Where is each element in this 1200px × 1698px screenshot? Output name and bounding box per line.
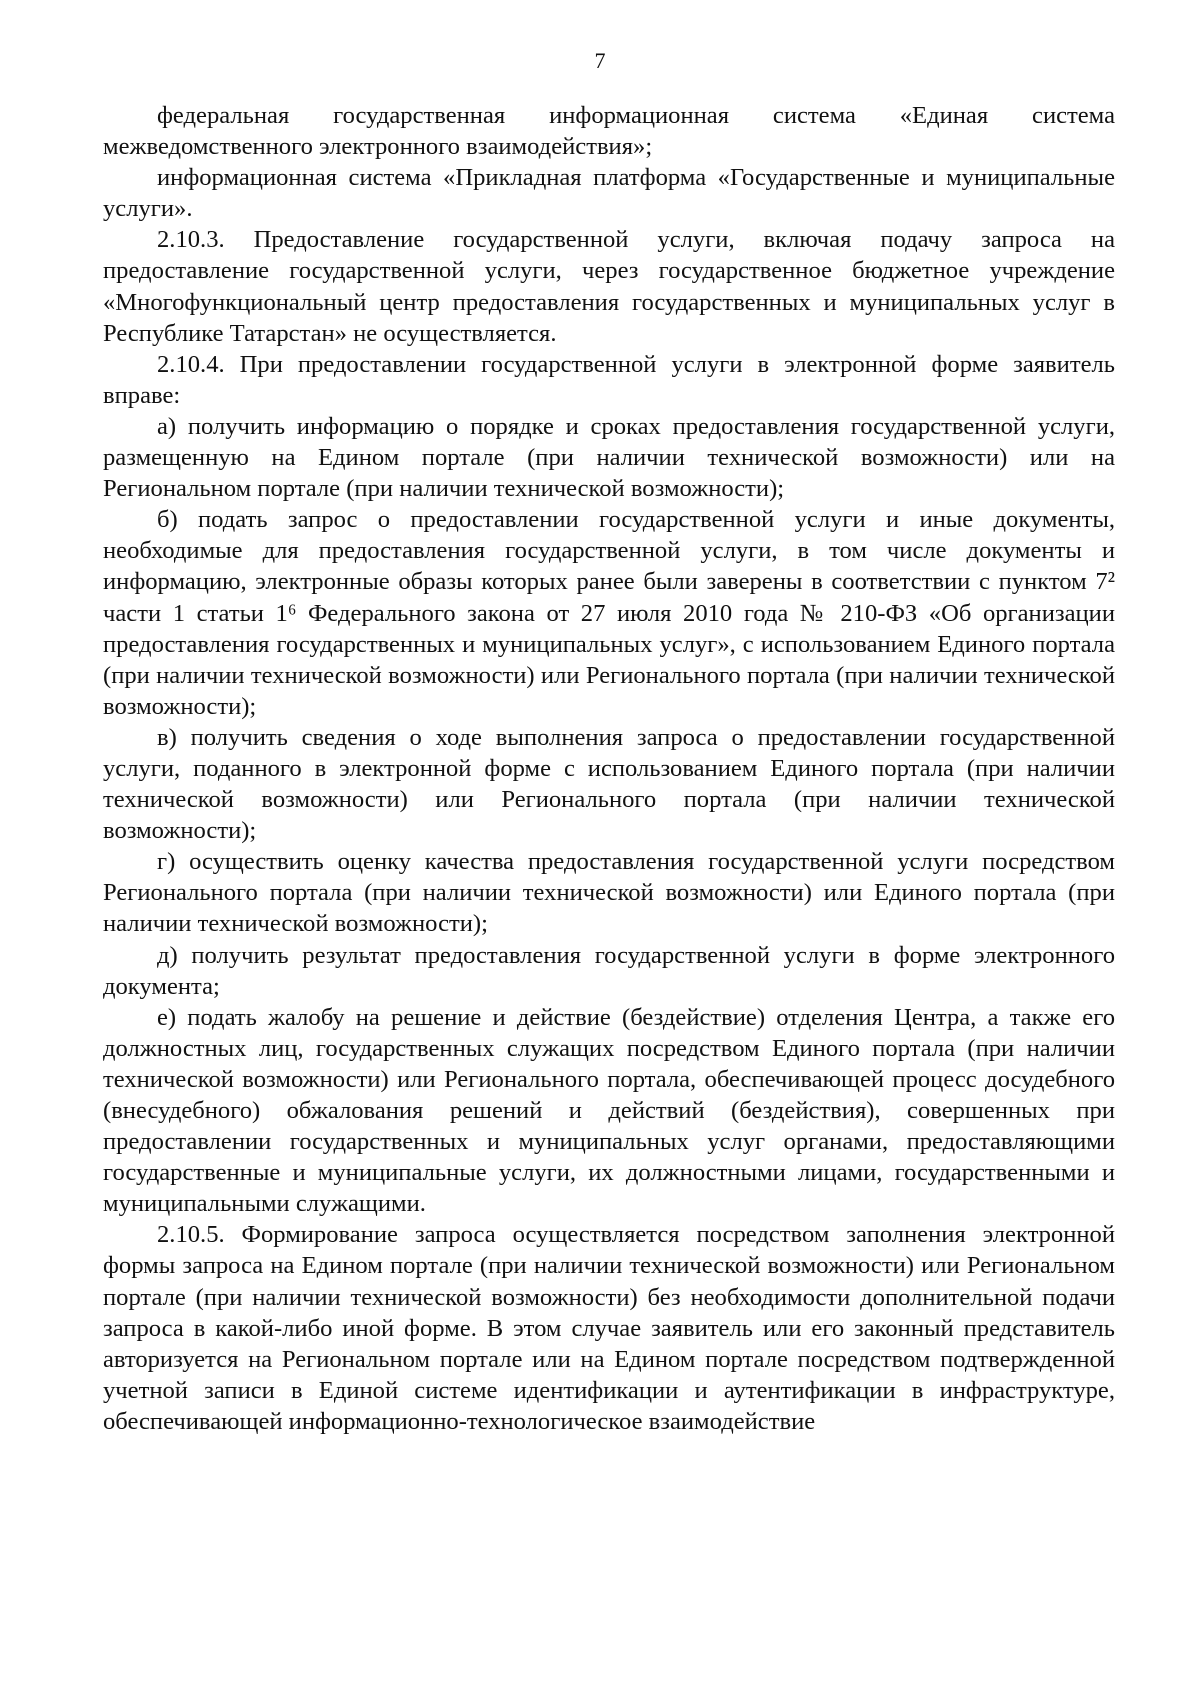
list-item-g: г) осуществить оценку качества предоставления государственной услуги посредством Регионального портала (при наличии технической возможности) или Единого портала (при наличии технической возможности); [103, 848, 1115, 938]
list-item-b: б) подать запрос о предоставлении государственной услуги и иные документы, необходимые для предоставления государственной услуги, в том числе документы и информацию, электронные образы которых ранее были заверены в соответствии с пунктом 7² части 1 статьи 1⁶ Федерального закона от 27 июля 2010 года № 210-ФЗ «Об организации предоставления государственных и муниципальных услуг», с использованием Единого портала (при наличии технической возможности) или Регионального портала (при наличии технической возможности); [103, 506, 1115, 720]
paragraph-2-10-5: 2.10.5. Формирование запроса осуществляется посредством заполнения электронной формы запроса на Едином портале (при наличии технической возможности) или Региональном портале (при наличии технической возможности) без необходимости дополнительной подачи запроса в какой-либо иной форме. В этом случае заявитель или его законный представитель авторизуется на Региональном портале или на Едином портале посредством подтвержденной учетной записи в Единой системе идентификации и аутентификации в инфраструктуре, обеспечивающей информационно-технологическое взаимодействие [103, 1221, 1115, 1435]
list-item-a: а) получить информацию о порядке и сроках предоставления государственной услуги, размещенную на Едином портале (при наличии технической возможности) или на Региональном портале (при наличии технической возможности); [103, 412, 1115, 503]
paragraph-platform: информационная система «Прикладная платформа «Государственные и муниципальные услуги». [103, 164, 1115, 223]
list-item-d: д) получить результат предоставления государственной услуги в форме электронного документа; [103, 941, 1115, 1000]
paragraph-2-10-3: 2.10.3. Предоставление государственной услуги, включая подачу запроса на предоставление государственной услуги, через государственное бюджетное учреждение «Многофункциональный центр предоставления государственных и муниципальных услуг в Республике Татарстан» не осуществляется. [103, 226, 1115, 347]
list-item-v: в) получить сведения о ходе выполнения запроса о предоставлении государственной услуги, поданного в электронной форме с использованием Единого портала (при наличии технической возможности) или Регионального портала (при наличии технической возможности); [103, 723, 1115, 845]
document-body [103, 100, 1115, 1437]
paragraph-smev: федеральная государственная информационная система «Единая система межведомственного электронного взаимодействия»; [103, 102, 1115, 161]
paragraph-2-10-4: 2.10.4. При предоставлении государственной услуги в электронной форме заявитель вправе: [103, 350, 1115, 409]
list-item-e: е) подать жалобу на решение и действие (бездействие) отделения Центра, а также его должностных лиц, государственных служащих посредством Единого портала (при наличии технической возможности) или Регионального портала, обеспечивающей процесс досудебного (внесудебного) обжалования решений и действий (бездействия), совершенных при предоставлении государственных и муниципальных услуг органами, предоставляющими государственные и муниципальные услуги, их должностными лицами, государственными и муниципальными служащими. [103, 1003, 1115, 1218]
page-number: 7 [594, 48, 606, 73]
